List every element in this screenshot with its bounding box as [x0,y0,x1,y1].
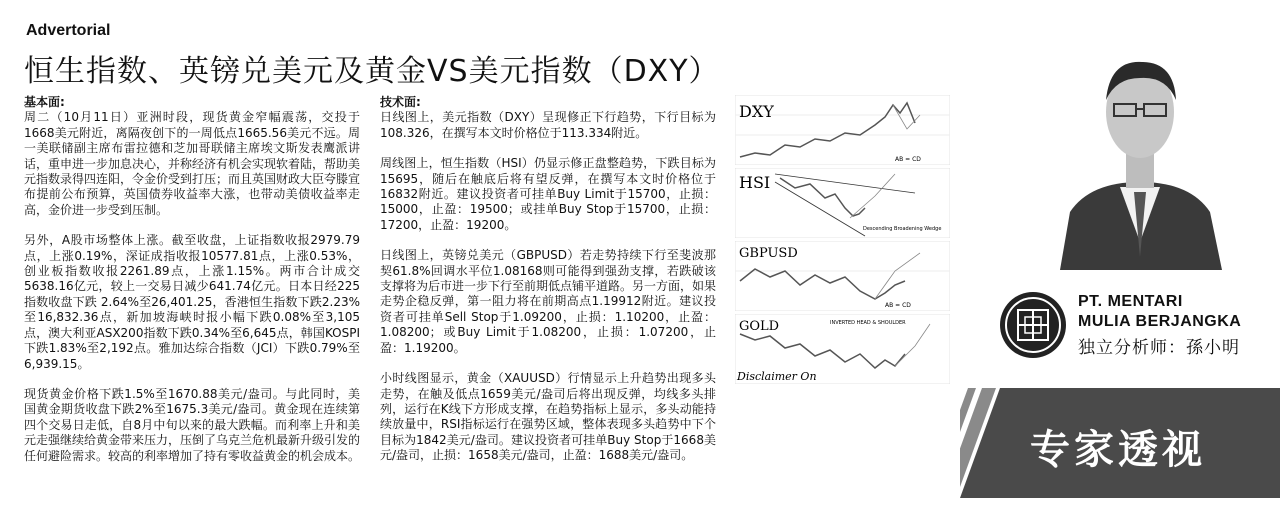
company-logo [998,290,1068,360]
gold-chart [735,314,950,384]
analyst-photo [1050,42,1230,270]
fundamentals-paragraph: 另外，A股市场整体上涨。截至收盘，上证指数收报2979.79点，上涨0.19%，深证成指收报10577.81点，上涨0.53%，创业板指数收报2261.89点，上涨1.15%。两市合计成交5638.16亿元，较上一交易日减少641.74亿元。日本日经225指数收盘下跌 2.64%至26,401.25，香港恒生指数下跌2.23%至16,832.36点，新加坡海峡时报小幅下跌0.08%至3,105点，澳大利亚ASX200指数下跌0.34%至6,645点，韩国KOSPI下跌1.83%至2,192点。雅加达综合指数（JCI）下跌0.79%至6,939.15。 [24,233,360,371]
gbpusd-chart-note: AB = CD [885,302,911,309]
fundamentals-paragraph: 周二（10月11日）亚洲时段，现货黄金窄幅震荡，交投于1668美元附近，离隔夜创下的一周低点1665.56美元不远。周一美联储副主席布雷拉德和芝加哥联储主席埃文斯发表鹰派讲话，重申进一步加息决心，并称经济有机会实现软着陆，帮助美元指数录得四连阳，令金价受到打压；而且英国财政大臣夸滕宣布提前公布预算，英国债券收益率大涨，也带动美债收益率走高，金价进一步受到压制。 [24,110,361,217]
chart-stack [735,95,950,385]
dxy-chart-label: DXY [739,102,774,121]
dxy-chart [735,95,950,165]
fundamentals-column [24,95,360,479]
company-name-line1: PT. MENTARI [1078,293,1183,310]
advertorial-tag: Advertorial [26,22,111,39]
gold-chart-label: GOLD [739,319,780,334]
hsi-chart-label: HSI [739,173,771,192]
company-name [1078,292,1241,332]
banner-title: 专家透视 [1030,427,1206,473]
technical-paragraph: 小时线图显示，黄金（XAUUSD）行情显示上升趋势出现多头走势，在触及低点1659美元/盎司后将出现反弹，均线多头排列，运行在K线下方形成支撑，在趋势指标上显示，多头动能持续放量中，RSI指标运行在强势区域，整体表现多头趋势中下个目标为1842美元/盎司。建议投资者可挂单Buy Stop于1668美元/盎司，止损：1658美元/盎司，止盈：1688美元/盎司。 [380,371,716,463]
technical-column [380,95,716,479]
technical-paragraph: 日线图上，美元指数（DXY）呈现修正下行趋势，下行目标为108.326，在撰写本文时价格位于113.334附近。 [380,110,716,140]
fundamentals-paragraph: 现货黄金价格下跌1.5%至1670.88美元/盎司。与此同时，美国黄金期货收盘下跌2%至1675.3美元/盎司。黄金现在连续第四个交易日走低，自8月中旬以来的最大跌幅。而利率上升和美元走强继续给黄金带来压力，压倒了乌克兰危机最新升级引发的任何避险需求。较高的利率增加了持有零收益黄金的机会成本。 [24,386,361,463]
page-title: 恒生指数、英镑兑美元及黄金VS美元指数（DXY） [24,54,720,89]
gbpusd-chart [735,241,950,311]
company-name-line2: MULIA BERJANGKA [1078,313,1242,330]
disclaimer-text: Disclaimer On [737,370,817,383]
fundamentals-heading: 基本面: [24,95,65,109]
hsi-chart-note: Descending Broadening Wedge [863,226,942,232]
dxy-chart-note: AB = CD [895,156,921,163]
technical-paragraph: 周线图上，恒生指数（HSI）仍显示修正盘整趋势，下跌目标为15695，随后在触底后将有望反弹，在撰写本文时价格位于16832附近。建议投资者可挂单Buy Limit于15700，止损：15000，止盈：19500；或挂单Buy Stop于15700，止损：17200，止盈：19200。 [380,156,716,232]
hsi-chart [735,168,950,238]
gold-chart-note: INVERTED HEAD & SHOULDER [830,320,906,326]
technical-heading: 技术面: [380,95,421,109]
analyst-name: 独立分析师：孫小明 [1078,338,1240,358]
technical-paragraph: 日线图上，英镑兑美元（GBPUSD）若走势持续下行至斐波那契61.8%回调水平位1.08168则可能得到强劲支撑，若跌破该支撑将为后市进一步下行至前期低点铺平道路。另一方面，如果走势企稳反弹，第一阻力将在前期高点1.19912附近。建议投资者可挂单Sell Stop于1.09200，止损：1.10200，止盈：1.08200；或Buy Limit于1.08200，止损：1.07200，止盈：1.19200。 [380,248,717,355]
gbpusd-chart-label: GBPUSD [739,246,798,261]
